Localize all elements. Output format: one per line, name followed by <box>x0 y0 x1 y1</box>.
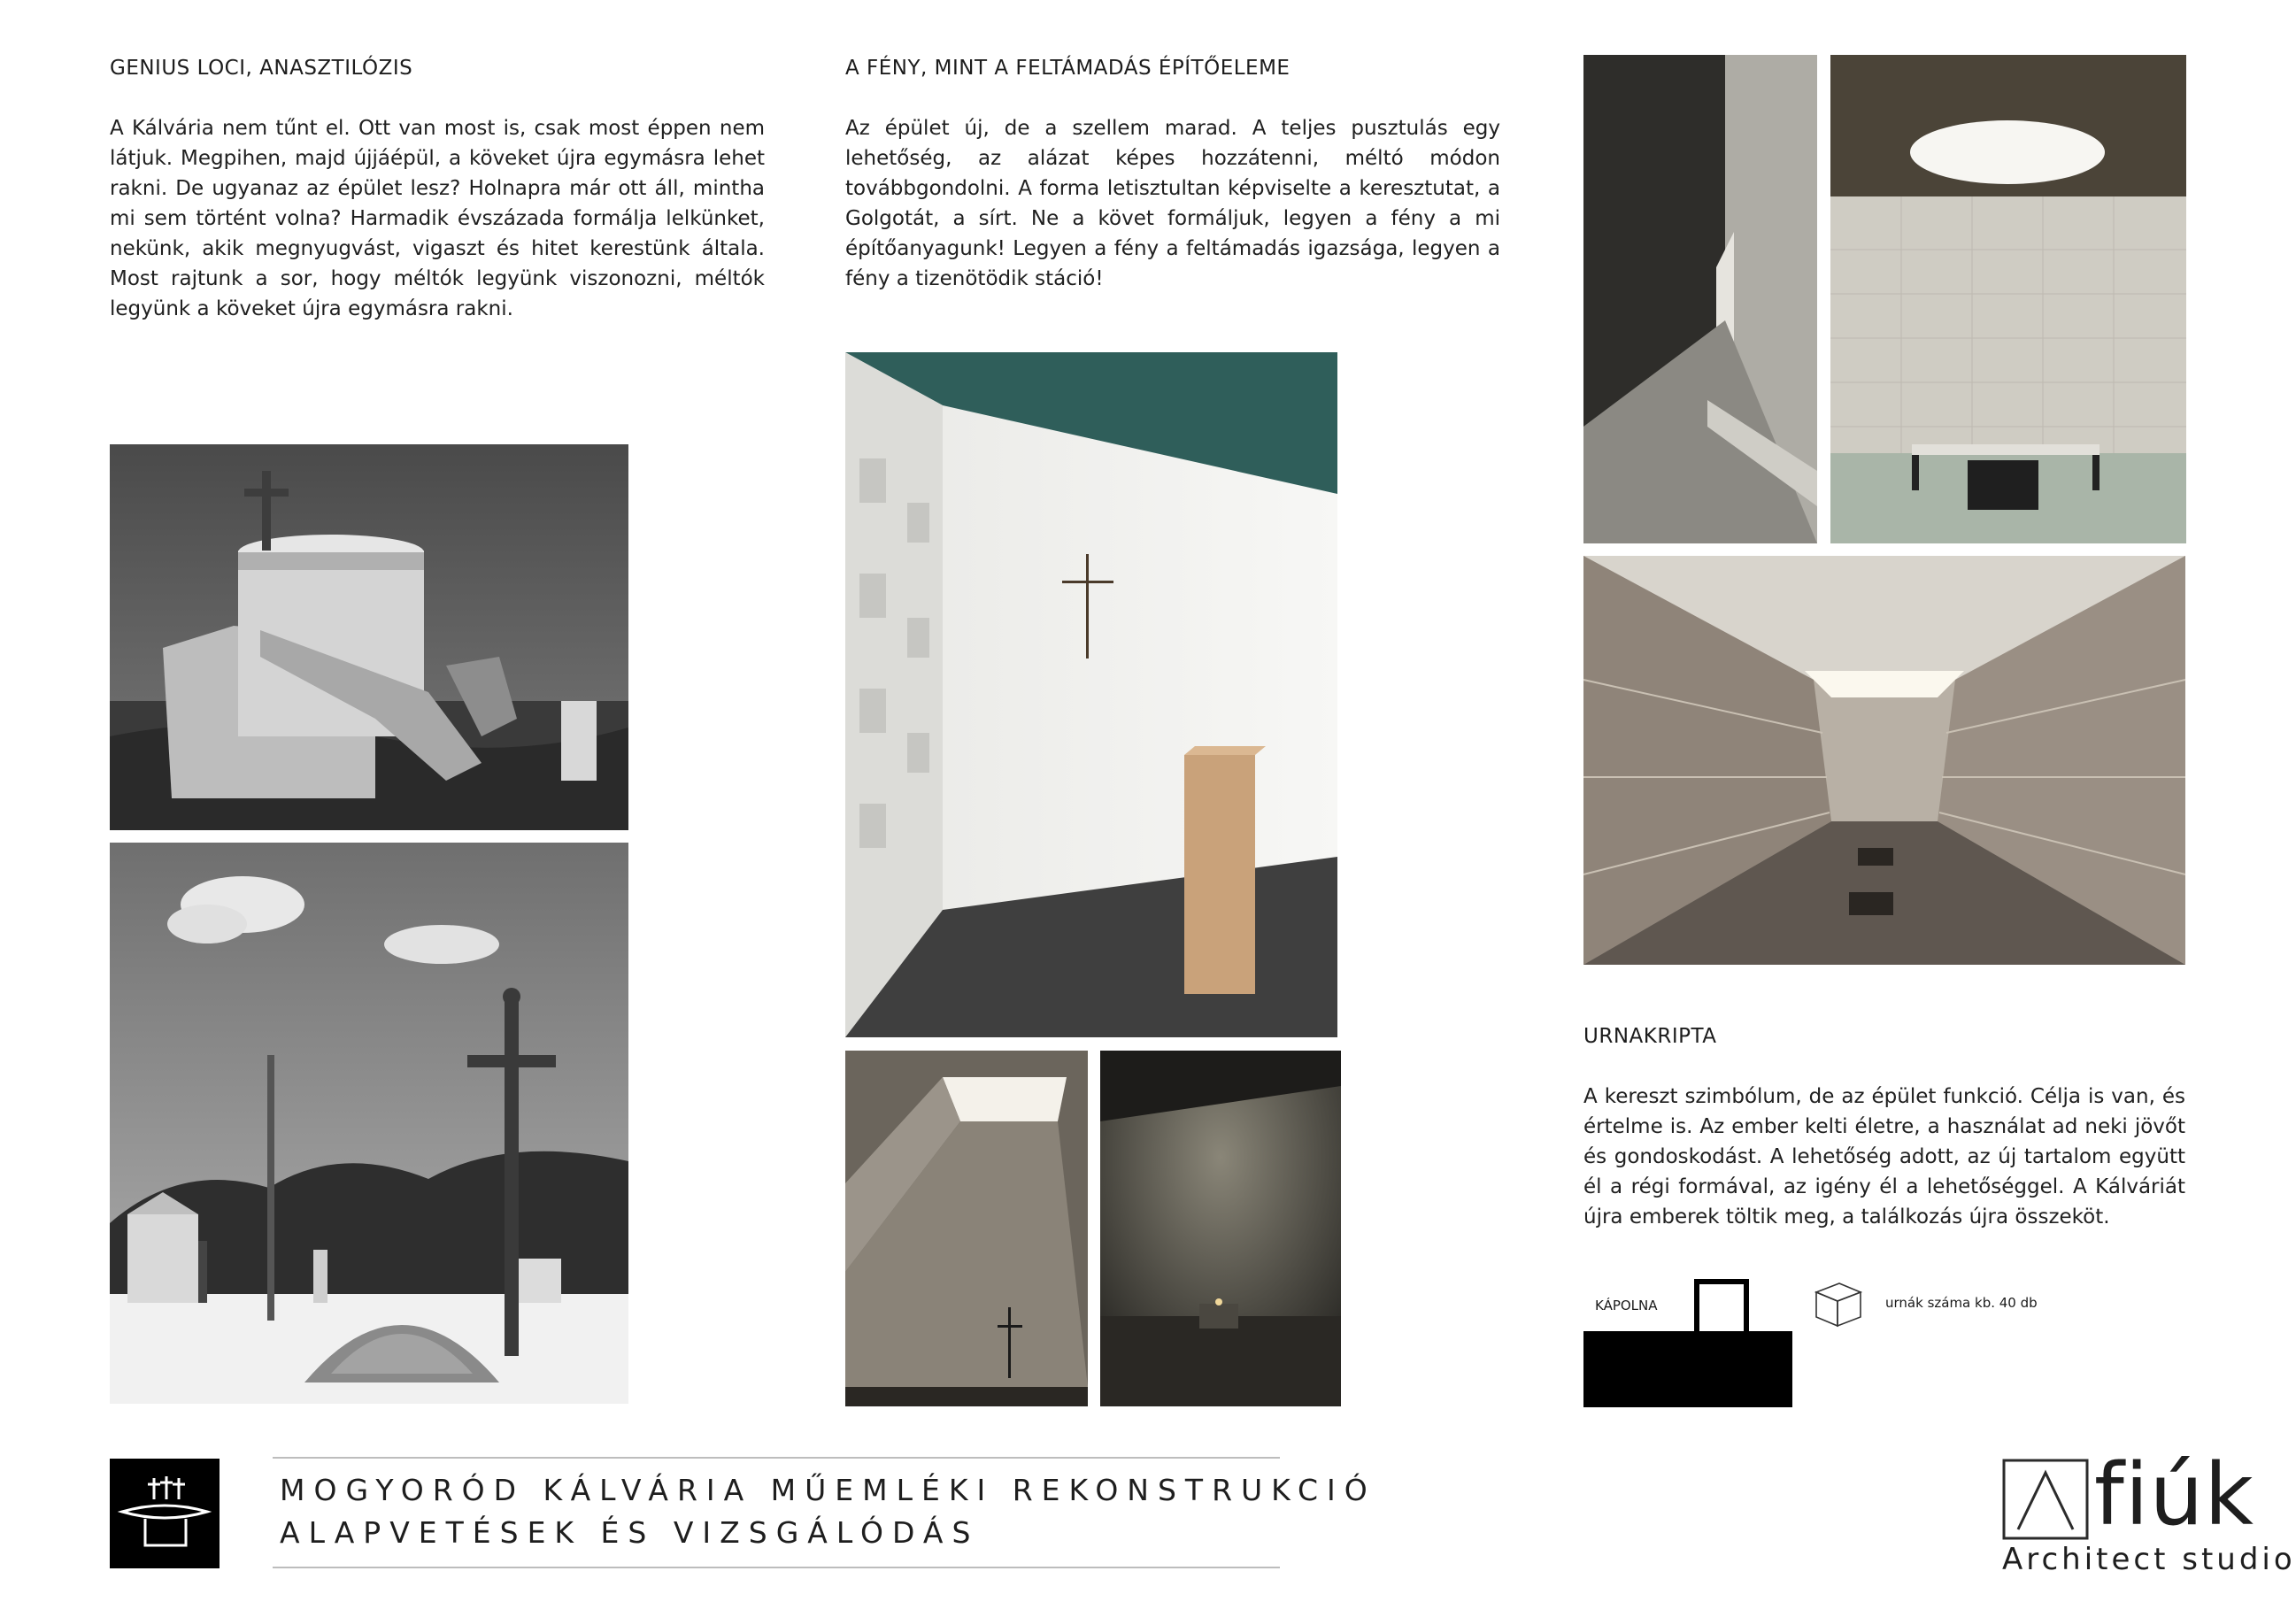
diagram-label-kapolna: KÁPOLNA <box>1595 1298 1658 1313</box>
section-heading-light: A FÉNY, MINT A FELTÁMADÁS ÉPÍTŐELEME <box>845 57 1291 80</box>
studio-name: fiúk <box>2094 1445 2254 1544</box>
chapel-section-diagram <box>1583 1278 1792 1407</box>
studio-logo <box>2002 1445 2296 1577</box>
photo-dark-altar <box>1100 1051 1341 1406</box>
footer-bottom-rule <box>273 1567 1280 1568</box>
project-title-line2: ALAPVETÉSEK ÉS VIZSGÁLÓDÁS <box>280 1515 980 1550</box>
photo-chapel-interior <box>845 352 1337 1037</box>
project-title-line1: MOGYORÓD KÁLVÁRIA MŰEMLÉKI REKONSTRUKCIÓ <box>280 1473 1376 1507</box>
section-heading-urnakripta: URNAKRIPTA <box>1583 1025 1717 1048</box>
photo-skylight-hall <box>1830 55 2186 543</box>
footer-top-rule <box>273 1457 1280 1459</box>
photo-ruined-calvary <box>110 444 628 830</box>
paragraph-urnakripta: A kereszt szimbólum, de az épület funkció. Célja is van, és értelme is. Az ember kelti életre, a használat ad neki jövőt és gondoskodást. A lehetőség adott, az új tartalom együtt él a régi formával, az igény él a lehetőséggel. A Kálváriát újra emberek töltik meg, a találkozás újra összeköt. <box>1583 1085 2185 1228</box>
photo-light-slit-cross <box>845 1051 1088 1406</box>
photo-urn-crypt-corridor <box>1583 556 2185 965</box>
studio-a-frame-icon <box>2002 1459 2089 1540</box>
cube-icon <box>1813 1278 1864 1329</box>
section-heading-genius-loci: GENIUS LOCI, ANASZTILÓZIS <box>110 57 413 80</box>
project-logo <box>110 1459 220 1568</box>
photo-corridor-bench <box>1583 55 1817 543</box>
photo-cross-stone-pile <box>110 843 628 1404</box>
paragraph-genius-loci: A Kálvária nem tűnt el. Ott van most is, csak most éppen nem látjuk. Megpihen, majd újjáépül, a köveket újra egymásra lehet rakni. De ugyanaz az épület lesz? Holnapra már ott áll, mintha mi sem történt volna? Harmadik évszázada formálja lelkünket, nekünk, akik megnyugvást, vigaszt és hitet kerestünk általa. Most rajtunk a sor, hogy méltók legyünk viszonozni, méltók legyünk a köveket újra egymásra rakni. <box>110 117 765 320</box>
paragraph-light: Az épület új, de a szellem marad. A teljes pusztulás egy lehetőség, az alázat képes hozzátenni, méltó módon továbbgondolni. A forma letisztultan képviselte a keresztutat, a Golgotát, a sírt. Ne a követ formáljuk, legyen a fény a mi építőanyagunk! Legyen a fény a feltámadás igazsága, legyen a fény a tizenötödik stáció! <box>845 117 1500 290</box>
diagram-label-urn-count: urnák száma kb. 40 db <box>1885 1295 2038 1311</box>
studio-subtitle: Architect studio <box>2002 1542 2296 1577</box>
calvary-three-crosses-icon <box>110 1459 220 1568</box>
